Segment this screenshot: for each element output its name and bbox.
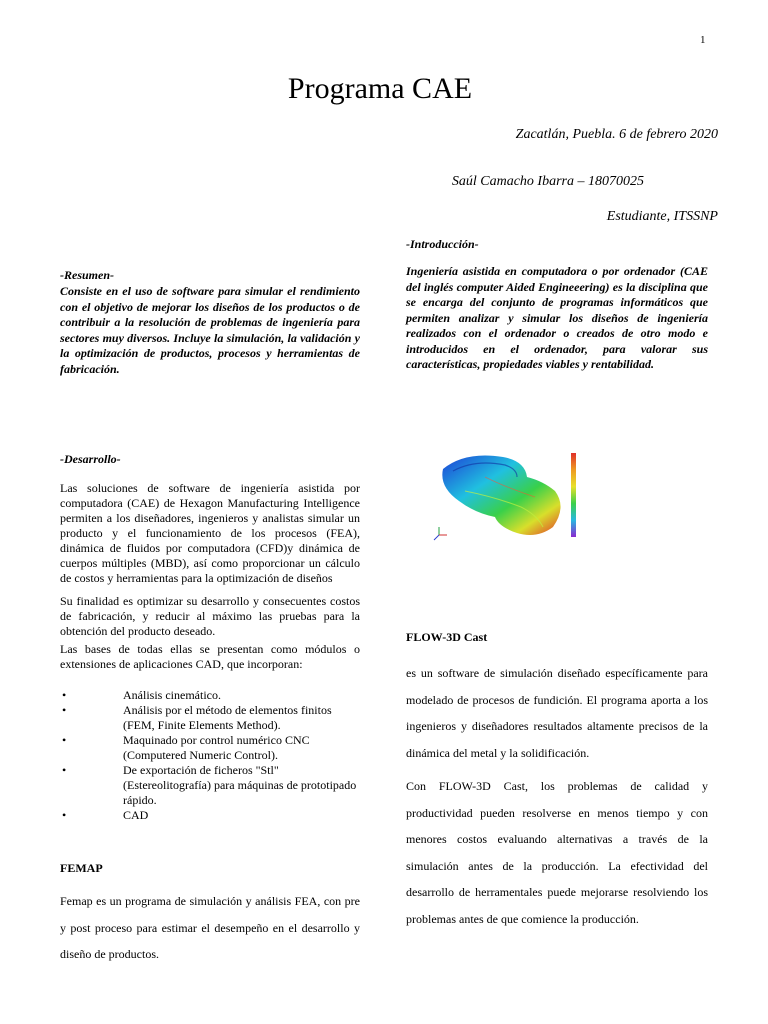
desarrollo-paragraph-3: Las bases de todas ellas se presentan como módulos o extensiones de aplicaciones CAD, que incorporan: — [60, 642, 360, 671]
list-item: • Análisis por el método de elementos finitos (FEM, Finite Elements Method). — [62, 703, 332, 732]
page-title: Programa CAE — [287, 72, 473, 105]
bullet-symbol: • — [62, 733, 67, 747]
list-item: • De exportación de ficheros "Stl" (Estereolitografía) para máquinas de prototipado rápido. — [62, 763, 357, 807]
flow3d-paragraph-2: Con FLOW-3D Cast, los problemas de calidad y productividad pueden resolverse en menos tiempo y con menores costos evaluando alternativas a través de la simulación antes de la producción. La efectividad del desarrollo de herramentales puede mejorarse resolviendo los problemas antes de que comience la producción. — [406, 779, 708, 926]
desarrollo-paragraph-1: Las soluciones de software de ingeniería asistida por computadora (CAE) de Hexagon Manufacturing Intelligence permiten a los diseñadores, ingenieros y analistas simular un producto y el funcionamiento de los procesos (FEA), dinámica de fluidos por computadora (CFD)y dinámica de cuerpos múltiples (MBD), así como proporcionar un cálculo de costos y herramientas para la optimización de diseños — [60, 481, 360, 585]
resumen-heading: -Resumen- — [60, 268, 114, 282]
color-scale-bar — [571, 453, 576, 537]
bullet-symbol: • — [62, 808, 67, 822]
flow3d-paragraph-1: es un software de simulación diseñado específicamente para modelado de procesos de fundición. El programa aporta a los ingenieros y diseñadores resultados altamente precisos de la dinámica del metal y la solidificación. — [406, 666, 708, 760]
bullet-symbol: • — [62, 688, 67, 702]
simulation-figure — [425, 447, 583, 545]
femap-text: Femap es un programa de simulación y análisis FEA, con pre y post proceso para estimar el desempeño en el desarrollo y diseño de productos. — [60, 894, 360, 961]
list-item: • Análisis cinemático. — [62, 688, 221, 702]
date-line: Zacatlán, Puebla. 6 de febrero 2020 — [515, 127, 718, 142]
list-item: • Maquinado por control numérico CNC (Computered Numeric Control). — [62, 733, 310, 762]
resumen-text: Consiste en el uso de software para simular el rendimiento con el objetivo de mejorar los diseños de los productos o de contribuir a la resolución de problemas de ingeniería para sectores muy diversos. Incluye la simulación, la validación y la optimización de productos, procesos y herramientas de fabricación. — [60, 284, 360, 376]
capabilities-list — [60, 688, 360, 823]
introduccion-text: Ingeniería asistida en computadora o por ordenador (CAE del inglés computer Aided Engineeering) es la disciplina que se encarga del conjunto de programas informáticos que permiten analizar y simular los diseños de ingeniería realizados con el ordenador o creados de otro modo e introducidos en el ordenador, para valorar sus características, propiedades viables y rentabilidad. — [406, 264, 708, 371]
author-line: Saúl Camacho Ibarra – 18070025 — [451, 174, 644, 189]
list-item: • CAD — [62, 808, 149, 822]
femap-heading: FEMAP — [60, 861, 103, 875]
desarrollo-paragraph-2: Su finalidad es optimizar su desarrollo y consecuentes costos de fabricación, y reducir al máximo las pruebas para la obtención del producto deseado. — [60, 594, 360, 638]
introduccion-heading: -Introducción- — [406, 237, 479, 251]
bullet-symbol: • — [62, 703, 67, 717]
bullet-symbol: • — [62, 763, 67, 777]
page-number: 1 — [700, 34, 706, 46]
desarrollo-heading: -Desarrollo- — [60, 452, 121, 466]
role-line: Estudiante, ITSSNP — [606, 209, 718, 224]
flow3d-heading: FLOW-3D Cast — [406, 630, 488, 644]
